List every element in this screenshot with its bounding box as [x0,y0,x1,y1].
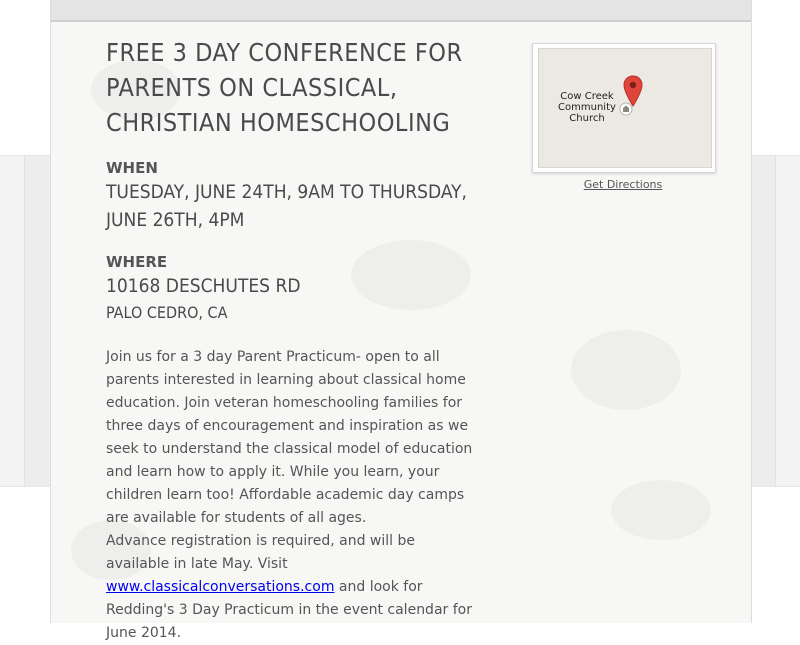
location-map[interactable] [538,48,712,168]
card-top-bar [51,0,751,22]
texture-speck [571,330,681,410]
registration-text-after: and look for Redding's 3 Day Practicum in the event calendar for June 2014. [106,579,472,641]
event-title: FREE 3 DAY CONFERENCE FOR PARENTS ON CLASSICAL, CHRISTIAN HOMESCHOOLING [106,38,463,137]
event-description [106,346,481,645]
website-link[interactable]: www.classicalconversations.com [106,579,335,595]
texture-speck [611,480,711,540]
when-value: TUESDAY, JUNE 24TH, 9AM TO THURSDAY, JUNE 26TH, 4PM [106,181,467,231]
map-frame [532,43,716,173]
event-details [106,35,481,645]
event-card [50,0,752,641]
registration-text: Advance registration is required, and will be available in late May. Visit [106,533,415,572]
address-line2: PALO CEDRO, CA [106,303,228,322]
address-line1: 10168 DESCHUTES RD [106,275,301,297]
where-label: WHERE [106,253,168,271]
map-pin-icon[interactable] [623,75,643,107]
when-label: WHEN [106,159,158,177]
description-paragraph: Join us for a 3 day Parent Practicum- open to all parents interested in learning about classical home education. Join veteran homeschooling families for three days of encouragement and inspiration as we seek to understand the classical model of education and learn how to apply it. While you learn, your children learn too! Affordable academic day camps are available for students of all ages. [106,349,473,526]
description-paragraph-registration [106,530,481,645]
band-edge-right [749,156,776,486]
get-directions-link[interactable]: Get Directions [583,178,663,191]
map-place-label: Cow Creek Community Church [558,91,616,124]
band-edge-left [24,156,51,486]
